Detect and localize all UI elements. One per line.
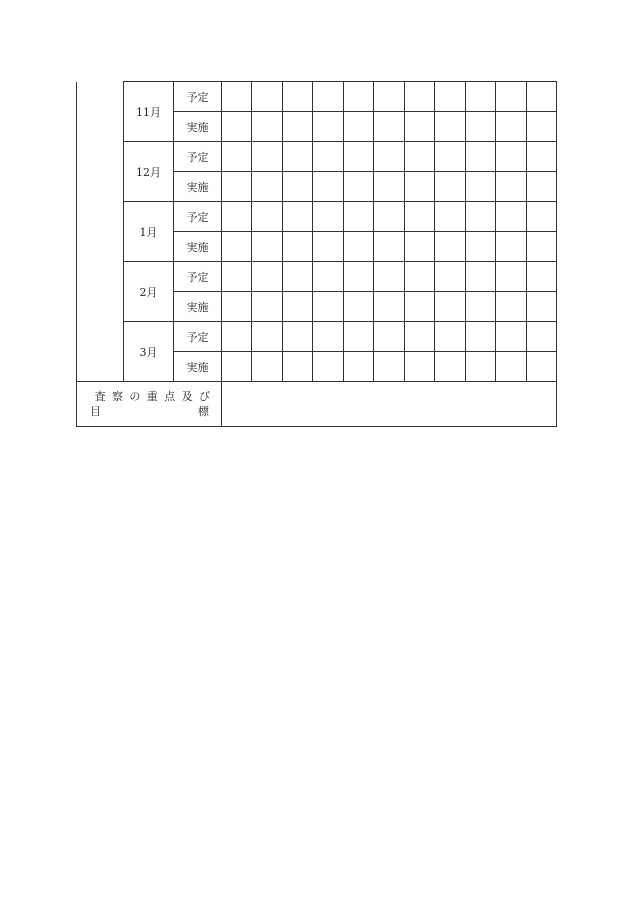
schedule-cell[interactable] (527, 172, 557, 202)
done-label: 実施 (174, 112, 222, 142)
schedule-cell[interactable] (283, 232, 313, 262)
schedule-cell[interactable] (527, 322, 557, 352)
schedule-cell[interactable] (283, 82, 313, 112)
goal-label-line1: 査察の重点及び (94, 390, 217, 403)
schedule-cell[interactable] (435, 262, 466, 292)
schedule-cell[interactable] (527, 142, 557, 172)
schedule-cell[interactable] (435, 82, 466, 112)
schedule-cell[interactable] (374, 172, 405, 202)
month-label: 3月 (124, 322, 174, 382)
schedule-cell[interactable] (435, 172, 466, 202)
plan-label: 予定 (174, 262, 222, 292)
schedule-cell[interactable] (466, 112, 496, 142)
schedule-cell[interactable] (466, 202, 496, 232)
schedule-cell[interactable] (283, 352, 313, 382)
schedule-cell[interactable] (222, 292, 252, 322)
schedule-cell[interactable] (466, 262, 496, 292)
schedule-row (77, 142, 557, 172)
schedule-cell[interactable] (496, 322, 527, 352)
schedule-row (77, 82, 557, 112)
schedule-cell[interactable] (313, 202, 344, 232)
schedule-cell[interactable] (435, 112, 466, 142)
month-label: 11月 (124, 82, 174, 142)
schedule-cell[interactable] (344, 292, 374, 322)
schedule-cell[interactable] (374, 352, 405, 382)
schedule-row (77, 262, 557, 292)
goal-row (77, 382, 557, 427)
schedule-cell[interactable] (313, 292, 344, 322)
schedule-cell[interactable] (283, 172, 313, 202)
schedule-cell[interactable] (527, 352, 557, 382)
schedule-cell[interactable] (222, 142, 252, 172)
schedule-cell[interactable] (405, 352, 435, 382)
schedule-cell[interactable] (313, 142, 344, 172)
goal-label-line2-left: 目 (90, 405, 101, 418)
schedule-cell[interactable] (374, 142, 405, 172)
schedule-cell[interactable] (374, 112, 405, 142)
schedule-cell[interactable] (435, 352, 466, 382)
schedule-cell[interactable] (252, 262, 283, 292)
schedule-cell[interactable] (496, 112, 527, 142)
schedule-cell[interactable] (313, 232, 344, 262)
schedule-cell[interactable] (527, 112, 557, 142)
schedule-cell[interactable] (405, 322, 435, 352)
schedule-cell[interactable] (283, 142, 313, 172)
schedule-cell[interactable] (283, 292, 313, 322)
schedule-cell[interactable] (435, 292, 466, 322)
schedule-cell[interactable] (222, 232, 252, 262)
schedule-cell[interactable] (527, 202, 557, 232)
schedule-cell[interactable] (374, 232, 405, 262)
schedule-cell[interactable] (496, 292, 527, 322)
schedule-cell[interactable] (496, 142, 527, 172)
schedule-cell[interactable] (252, 172, 283, 202)
schedule-cell[interactable] (222, 172, 252, 202)
schedule-cell[interactable] (313, 262, 344, 292)
schedule-cell[interactable] (313, 82, 344, 112)
schedule-table (76, 81, 557, 427)
goal-label (77, 382, 222, 427)
done-label: 実施 (174, 232, 222, 262)
schedule-cell[interactable] (374, 262, 405, 292)
schedule-cell[interactable] (344, 82, 374, 112)
schedule-cell[interactable] (374, 202, 405, 232)
schedule-cell[interactable] (252, 232, 283, 262)
done-label: 実施 (174, 352, 222, 382)
month-label: 12月 (124, 142, 174, 202)
schedule-cell[interactable] (252, 202, 283, 232)
schedule-cell[interactable] (344, 352, 374, 382)
schedule-cell[interactable] (222, 82, 252, 112)
schedule-cell[interactable] (313, 322, 344, 352)
schedule-cell[interactable] (405, 172, 435, 202)
schedule-cell[interactable] (252, 82, 283, 112)
schedule-cell[interactable] (466, 82, 496, 112)
schedule-cell[interactable] (313, 112, 344, 142)
schedule-cell[interactable] (466, 292, 496, 322)
schedule-cell[interactable] (252, 352, 283, 382)
schedule-cell[interactable] (252, 292, 283, 322)
schedule-cell[interactable] (283, 202, 313, 232)
done-label: 実施 (174, 172, 222, 202)
plan-label: 予定 (174, 322, 222, 352)
schedule-cell[interactable] (405, 82, 435, 112)
plan-label: 予定 (174, 202, 222, 232)
schedule-cell[interactable] (466, 322, 496, 352)
schedule-row (77, 202, 557, 232)
month-label: 2月 (124, 262, 174, 322)
plan-label: 予定 (174, 142, 222, 172)
schedule-cell[interactable] (374, 82, 405, 112)
schedule-cell[interactable] (344, 142, 374, 172)
schedule-cell[interactable] (344, 262, 374, 292)
schedule-cell[interactable] (344, 322, 374, 352)
schedule-cell[interactable] (496, 262, 527, 292)
goal-label-line2 (77, 404, 221, 419)
schedule-cell[interactable] (435, 142, 466, 172)
schedule-body (77, 82, 557, 382)
schedule-cell[interactable] (313, 172, 344, 202)
schedule-cell[interactable] (222, 322, 252, 352)
schedule-cell[interactable] (222, 202, 252, 232)
month-label: 1月 (124, 202, 174, 262)
schedule-cell[interactable] (252, 112, 283, 142)
goal-value-field[interactable] (222, 382, 557, 427)
schedule-cell[interactable] (435, 232, 466, 262)
schedule-cell[interactable] (283, 112, 313, 142)
category-column (77, 82, 124, 382)
schedule-cell[interactable] (283, 322, 313, 352)
done-label: 実施 (174, 292, 222, 322)
schedule-cell[interactable] (496, 352, 527, 382)
plan-label: 予定 (174, 82, 222, 112)
schedule-cell[interactable] (466, 352, 496, 382)
schedule-cell[interactable] (405, 142, 435, 172)
schedule-cell[interactable] (344, 202, 374, 232)
schedule-row (77, 322, 557, 352)
schedule-cell[interactable] (527, 232, 557, 262)
schedule-cell[interactable] (222, 112, 252, 142)
schedule-cell[interactable] (496, 232, 527, 262)
schedule-cell[interactable] (527, 262, 557, 292)
schedule-cell[interactable] (527, 82, 557, 112)
schedule-cell[interactable] (222, 352, 252, 382)
schedule-cell[interactable] (344, 172, 374, 202)
schedule-cell[interactable] (405, 232, 435, 262)
schedule-cell[interactable] (252, 322, 283, 352)
schedule-cell[interactable] (496, 202, 527, 232)
inspection-schedule-sheet (76, 81, 557, 427)
schedule-cell[interactable] (283, 262, 313, 292)
schedule-cell[interactable] (405, 202, 435, 232)
schedule-cell[interactable] (466, 142, 496, 172)
schedule-cell[interactable] (496, 82, 527, 112)
schedule-cell[interactable] (496, 172, 527, 202)
schedule-cell[interactable] (313, 352, 344, 382)
schedule-cell[interactable] (466, 232, 496, 262)
schedule-cell[interactable] (466, 172, 496, 202)
schedule-cell[interactable] (374, 292, 405, 322)
schedule-cell[interactable] (435, 202, 466, 232)
schedule-cell[interactable] (405, 262, 435, 292)
schedule-cell[interactable] (527, 292, 557, 322)
schedule-cell[interactable] (435, 322, 466, 352)
goal-label-line2-right: 標 (198, 405, 209, 418)
schedule-cell[interactable] (252, 142, 283, 172)
schedule-cell[interactable] (344, 232, 374, 262)
schedule-cell[interactable] (405, 292, 435, 322)
schedule-cell[interactable] (405, 112, 435, 142)
schedule-cell[interactable] (344, 112, 374, 142)
schedule-cell[interactable] (222, 262, 252, 292)
schedule-cell[interactable] (374, 322, 405, 352)
